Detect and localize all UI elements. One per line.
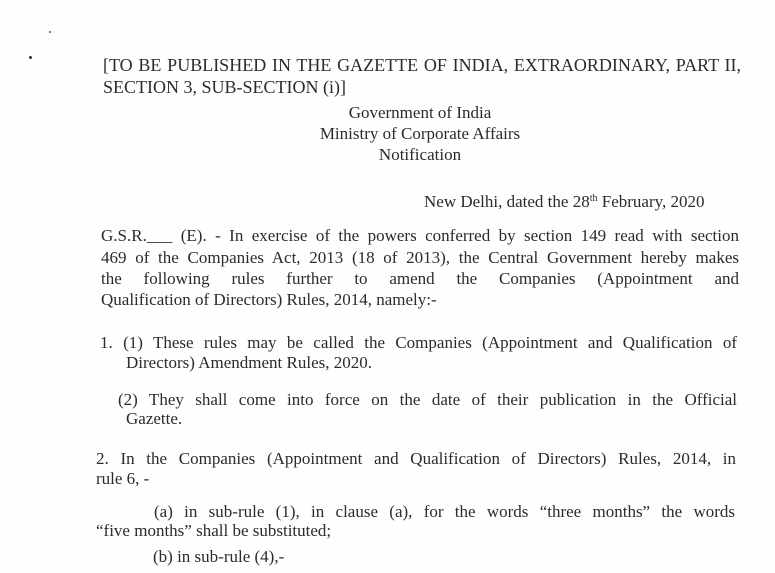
preamble-line: Qualification of Directors) Rules, 2014, namely:- xyxy=(101,290,437,309)
rule-1-1-line-1: 1. (1) These rules may be called the Companies (Appointment and Qualification of xyxy=(100,333,737,352)
scan-speck xyxy=(49,31,51,33)
preamble-line: G.S.R.___ (E). - In exercise of the powers conferred by section 149 read with section xyxy=(101,226,739,245)
issuer-ministry: Ministry of Corporate Affairs xyxy=(319,124,521,143)
preamble-line: the following rules further to amend the Companies (Appointment and xyxy=(101,269,739,288)
clause-a-line-1: (a) in sub-rule (1), in clause (a), for the words “three months” the words xyxy=(154,502,735,521)
gazette-header-line-2: SECTION 3, SUB-SECTION (i)] xyxy=(103,77,346,97)
preamble-line: 469 of the Companies Act, 2013 (18 of 2013), the Central Government hereby makes xyxy=(101,248,739,267)
scan-speck xyxy=(29,56,32,59)
rule-1-2-line-2: Gazette. xyxy=(126,409,183,428)
dateline xyxy=(424,192,705,212)
gazette-header-line-1: [TO BE PUBLISHED IN THE GAZETTE OF INDIA, EXTRAORDINARY, PART II, xyxy=(103,55,741,75)
rule-1-1-line-2: Directors) Amendment Rules, 2020. xyxy=(126,353,372,372)
document-type: Notification xyxy=(378,145,462,164)
rule-1-2-line-1: (2) They shall come into force on the date of their publication in the Official xyxy=(118,390,737,409)
dateline-ordinal: th xyxy=(589,193,598,204)
clause-b: (b) in sub-rule (4),- xyxy=(153,547,285,566)
rule-2-intro-line-1: 2. In the Companies (Appointment and Qualification of Directors) Rules, 2014, in xyxy=(96,449,736,468)
issuer-government: Government of India xyxy=(348,103,492,122)
dateline-suffix: February, 2020 xyxy=(597,192,705,211)
rule-2-intro-line-2: rule 6, - xyxy=(96,469,150,488)
dateline-prefix: New Delhi, dated the 28 xyxy=(424,192,590,211)
clause-a-line-2: “five months” shall be substituted; xyxy=(96,521,332,540)
